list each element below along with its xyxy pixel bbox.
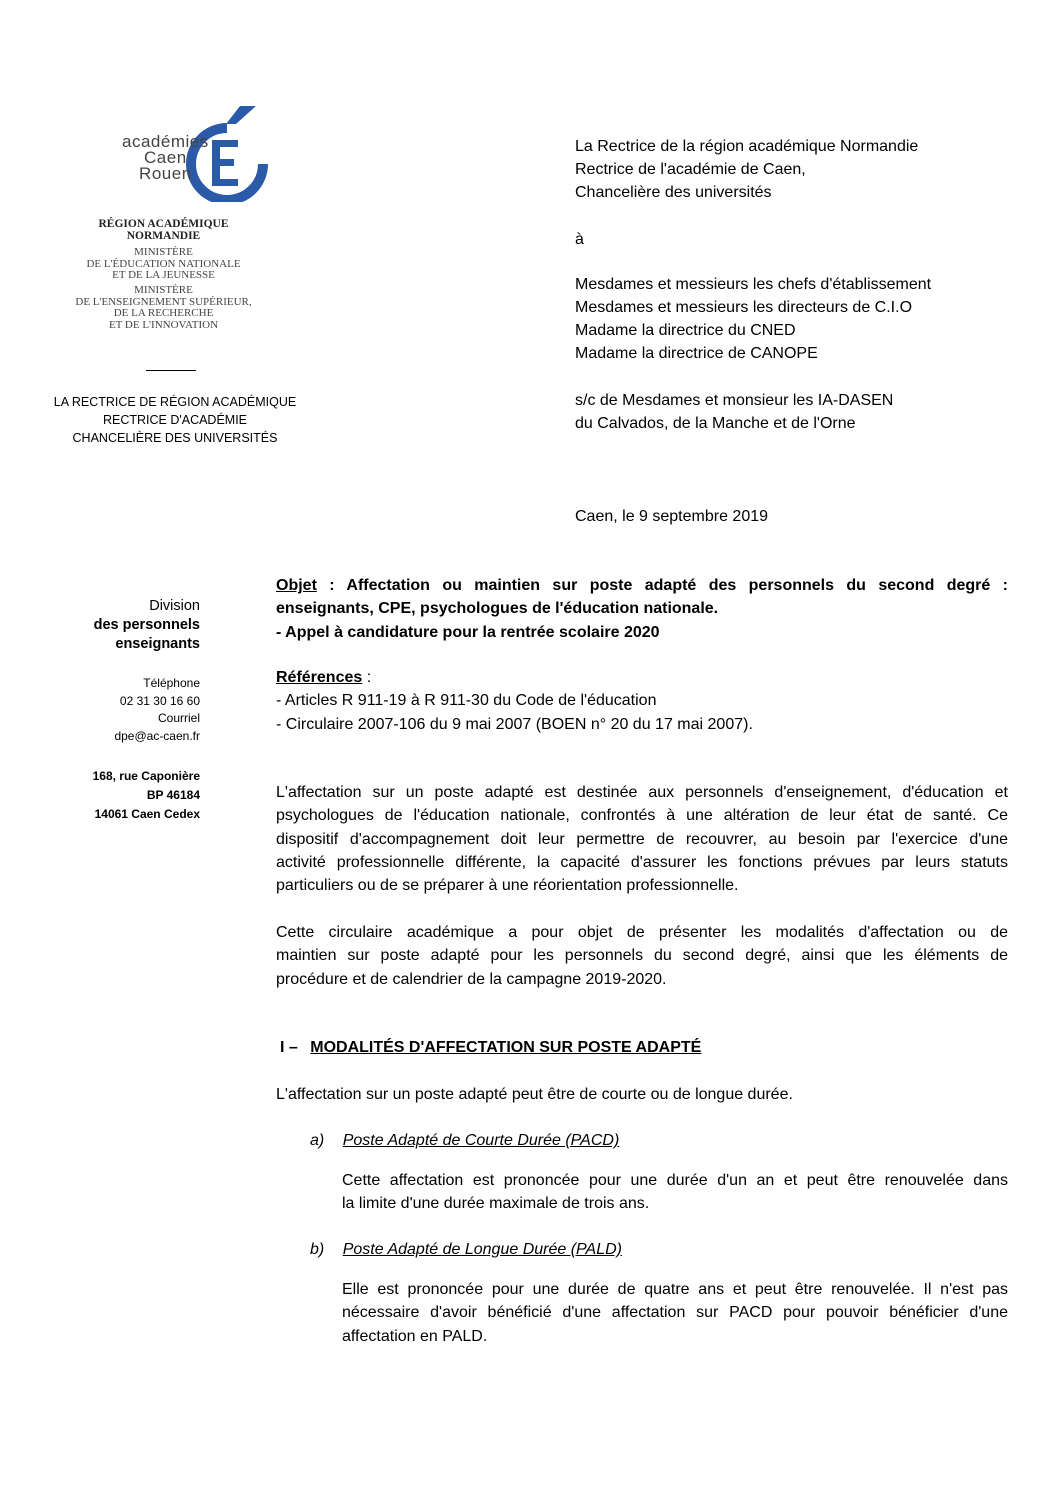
phone-number: 02 31 30 16 60	[119, 693, 200, 708]
authority-line: RECTRICE D'ACADÉMIE	[102, 413, 248, 427]
email-label: Courriel	[157, 711, 200, 725]
via-block	[575, 389, 893, 435]
paragraph-line: L'affectation sur un poste adapté est destinée aux personnels d'enseignement, d'éducation et	[276, 784, 1008, 801]
object-separator: :	[316, 577, 347, 594]
academy-wordmark	[122, 134, 209, 182]
object-text: Affectation ou maintien sur poste adapté des personnels du second degré :	[346, 577, 1008, 594]
recipient-line: Madame la directrice de CANOPE	[575, 345, 818, 362]
recipient-line: Madame la directrice du CNED	[575, 322, 796, 339]
brand-line: Rouen	[139, 164, 192, 183]
references-block	[276, 666, 1008, 736]
region-label	[42, 218, 285, 242]
intro-paragraph	[276, 781, 1008, 897]
authority-title	[40, 393, 310, 447]
paragraph-line: procédure et de calendrier de la campagne 2019-2020.	[276, 970, 667, 988]
section-heading	[276, 1036, 1008, 1059]
section-intro: L'affectation sur un poste adapté peut être de courte ou de longue durée.	[276, 1086, 793, 1103]
references-heading	[276, 666, 1008, 689]
recipient-line: Mesdames et messieurs les directeurs de C.I.O	[575, 299, 913, 316]
ministry-line: DE L'ÉDUCATION NATIONALE	[86, 257, 241, 270]
references-separator: :	[362, 669, 372, 686]
via-line: s/c de Mesdames et monsieur les IA-DASEN	[575, 392, 894, 409]
authority-line: CHANCELIÈRE DES UNIVERSITÉS	[72, 431, 278, 445]
item-a-heading	[276, 1129, 1008, 1152]
divider	[146, 370, 196, 371]
paragraph-line: Cette circulaire académique a pour objet de présenter les modalités d'affectation ou de	[276, 924, 1008, 941]
address-line: 14061 Caen Cedex	[94, 807, 200, 821]
postal-address	[40, 767, 200, 824]
item-b-heading	[276, 1238, 1008, 1261]
ministry-line: ET DE L'INNOVATION	[108, 318, 219, 331]
paragraph-line: maintien sur poste adapté pour les personnels du second degré, ainsi que les éléments de	[276, 947, 1008, 965]
item-a-line: Cette affectation est prononcée pour une durée d'un an et peut être renouvelée dans	[342, 1172, 1008, 1189]
sender-block	[575, 135, 918, 204]
reference-item: - Articles R 911-19 à R 911-30 du Code de l'éducation	[276, 692, 657, 710]
paragraph-line: dispositif d'accompagnement doit leur permettre de recouvrer, au besoin par l'exercice d'une	[276, 830, 1008, 848]
ministry-line: DE LA RECHERCHE	[113, 307, 214, 319]
to-word: à	[575, 231, 584, 248]
region-line: NORMANDIE	[126, 230, 201, 242]
item-b-label: b)	[310, 1241, 325, 1258]
purpose-paragraph	[276, 921, 1008, 991]
paragraph-line: activité professionnelle différente, la capacité d'assurer les fonctions prévues par leurs statuts	[276, 853, 1008, 871]
ministry-line: DE L'ENSEIGNEMENT SUPÉRIEUR,	[75, 295, 252, 308]
contact-block	[40, 675, 200, 745]
object-line: - Appel à candidature pour la rentrée scolaire 2020	[276, 623, 660, 641]
letter-date: Caen, le 9 septembre 2019	[575, 508, 769, 525]
object-block	[276, 574, 1008, 644]
paragraph-line: psychologues de l'éducation nationale, confrontés à une altération de leur état de santé. Ce	[276, 807, 1008, 825]
item-a-label: a)	[310, 1132, 325, 1149]
section-number: I –	[280, 1039, 298, 1056]
sender-line: Chancelière des universités	[575, 184, 772, 201]
sender-line: La Rectrice de la région académique Normandie	[575, 138, 919, 155]
recipients-block	[575, 273, 931, 365]
item-b-line: affectation en PALD.	[342, 1327, 488, 1345]
reference-item: - Circulaire 2007-106 du 9 mai 2007 (BOEN n° 20 du 17 mai 2007).	[276, 715, 753, 733]
item-b-line: Elle est prononcée pour une durée de quatre ans et peut être renouvelée. Il n'est pas	[342, 1281, 1008, 1298]
ministry-line: MINISTÈRE	[134, 246, 193, 258]
recipient-line: Mesdames et messieurs les chefs d'établissement	[575, 276, 932, 293]
ministry-education	[42, 247, 285, 282]
ministry-line: MINISTÈRE	[134, 284, 193, 296]
paragraph-line: particuliers ou de se préparer à une réorientation professionnelle.	[276, 877, 739, 895]
object-line	[276, 574, 1008, 597]
brand-line: Caen	[144, 148, 187, 167]
brand-line: académies	[122, 132, 209, 151]
item-b-line: nécessaire d'avoir bénéficié d'une affectation sur PACD pour pouvoir bénéficier d'une	[342, 1304, 1008, 1322]
region-line: RÉGION ACADÉMIQUE	[98, 218, 229, 230]
address-line: BP 46184	[146, 788, 200, 802]
via-line: du Calvados, de la Manche et de l'Orne	[575, 415, 856, 432]
item-b-text	[342, 1278, 1008, 1348]
sender-line: Rectrice de l'académie de Caen,	[575, 161, 806, 178]
ministry-higher-education	[42, 285, 285, 331]
division-label	[40, 597, 200, 654]
item-b-title: Poste Adapté de Longue Durée (PALD)	[342, 1241, 622, 1258]
object-label: Objet	[276, 577, 317, 594]
item-a-text	[342, 1169, 1008, 1216]
references-label: Références	[276, 669, 363, 686]
object-line: enseignants, CPE, psychologues de l'éducation nationale.	[276, 600, 719, 618]
item-a-title: Poste Adapté de Courte Durée (PACD)	[342, 1132, 620, 1149]
division-line: Division	[149, 598, 200, 614]
ministry-line: ET DE LA JEUNESSE	[112, 269, 215, 281]
item-a-line: la limite d'une durée maximale de trois ans.	[342, 1195, 650, 1213]
section-title: MODALITÉS D'AFFECTATION SUR POSTE ADAPTÉ	[310, 1039, 702, 1056]
phone-label: Téléphone	[143, 676, 200, 690]
division-line: des personnels	[93, 617, 200, 633]
email-address: dpe@ac-caen.fr	[114, 728, 200, 743]
authority-line: LA RECTRICE DE RÉGION ACADÉMIQUE	[53, 395, 297, 409]
address-line: 168, rue Caponière	[92, 769, 200, 783]
division-line: enseignants	[115, 636, 200, 652]
academy-logo	[42, 82, 285, 337]
